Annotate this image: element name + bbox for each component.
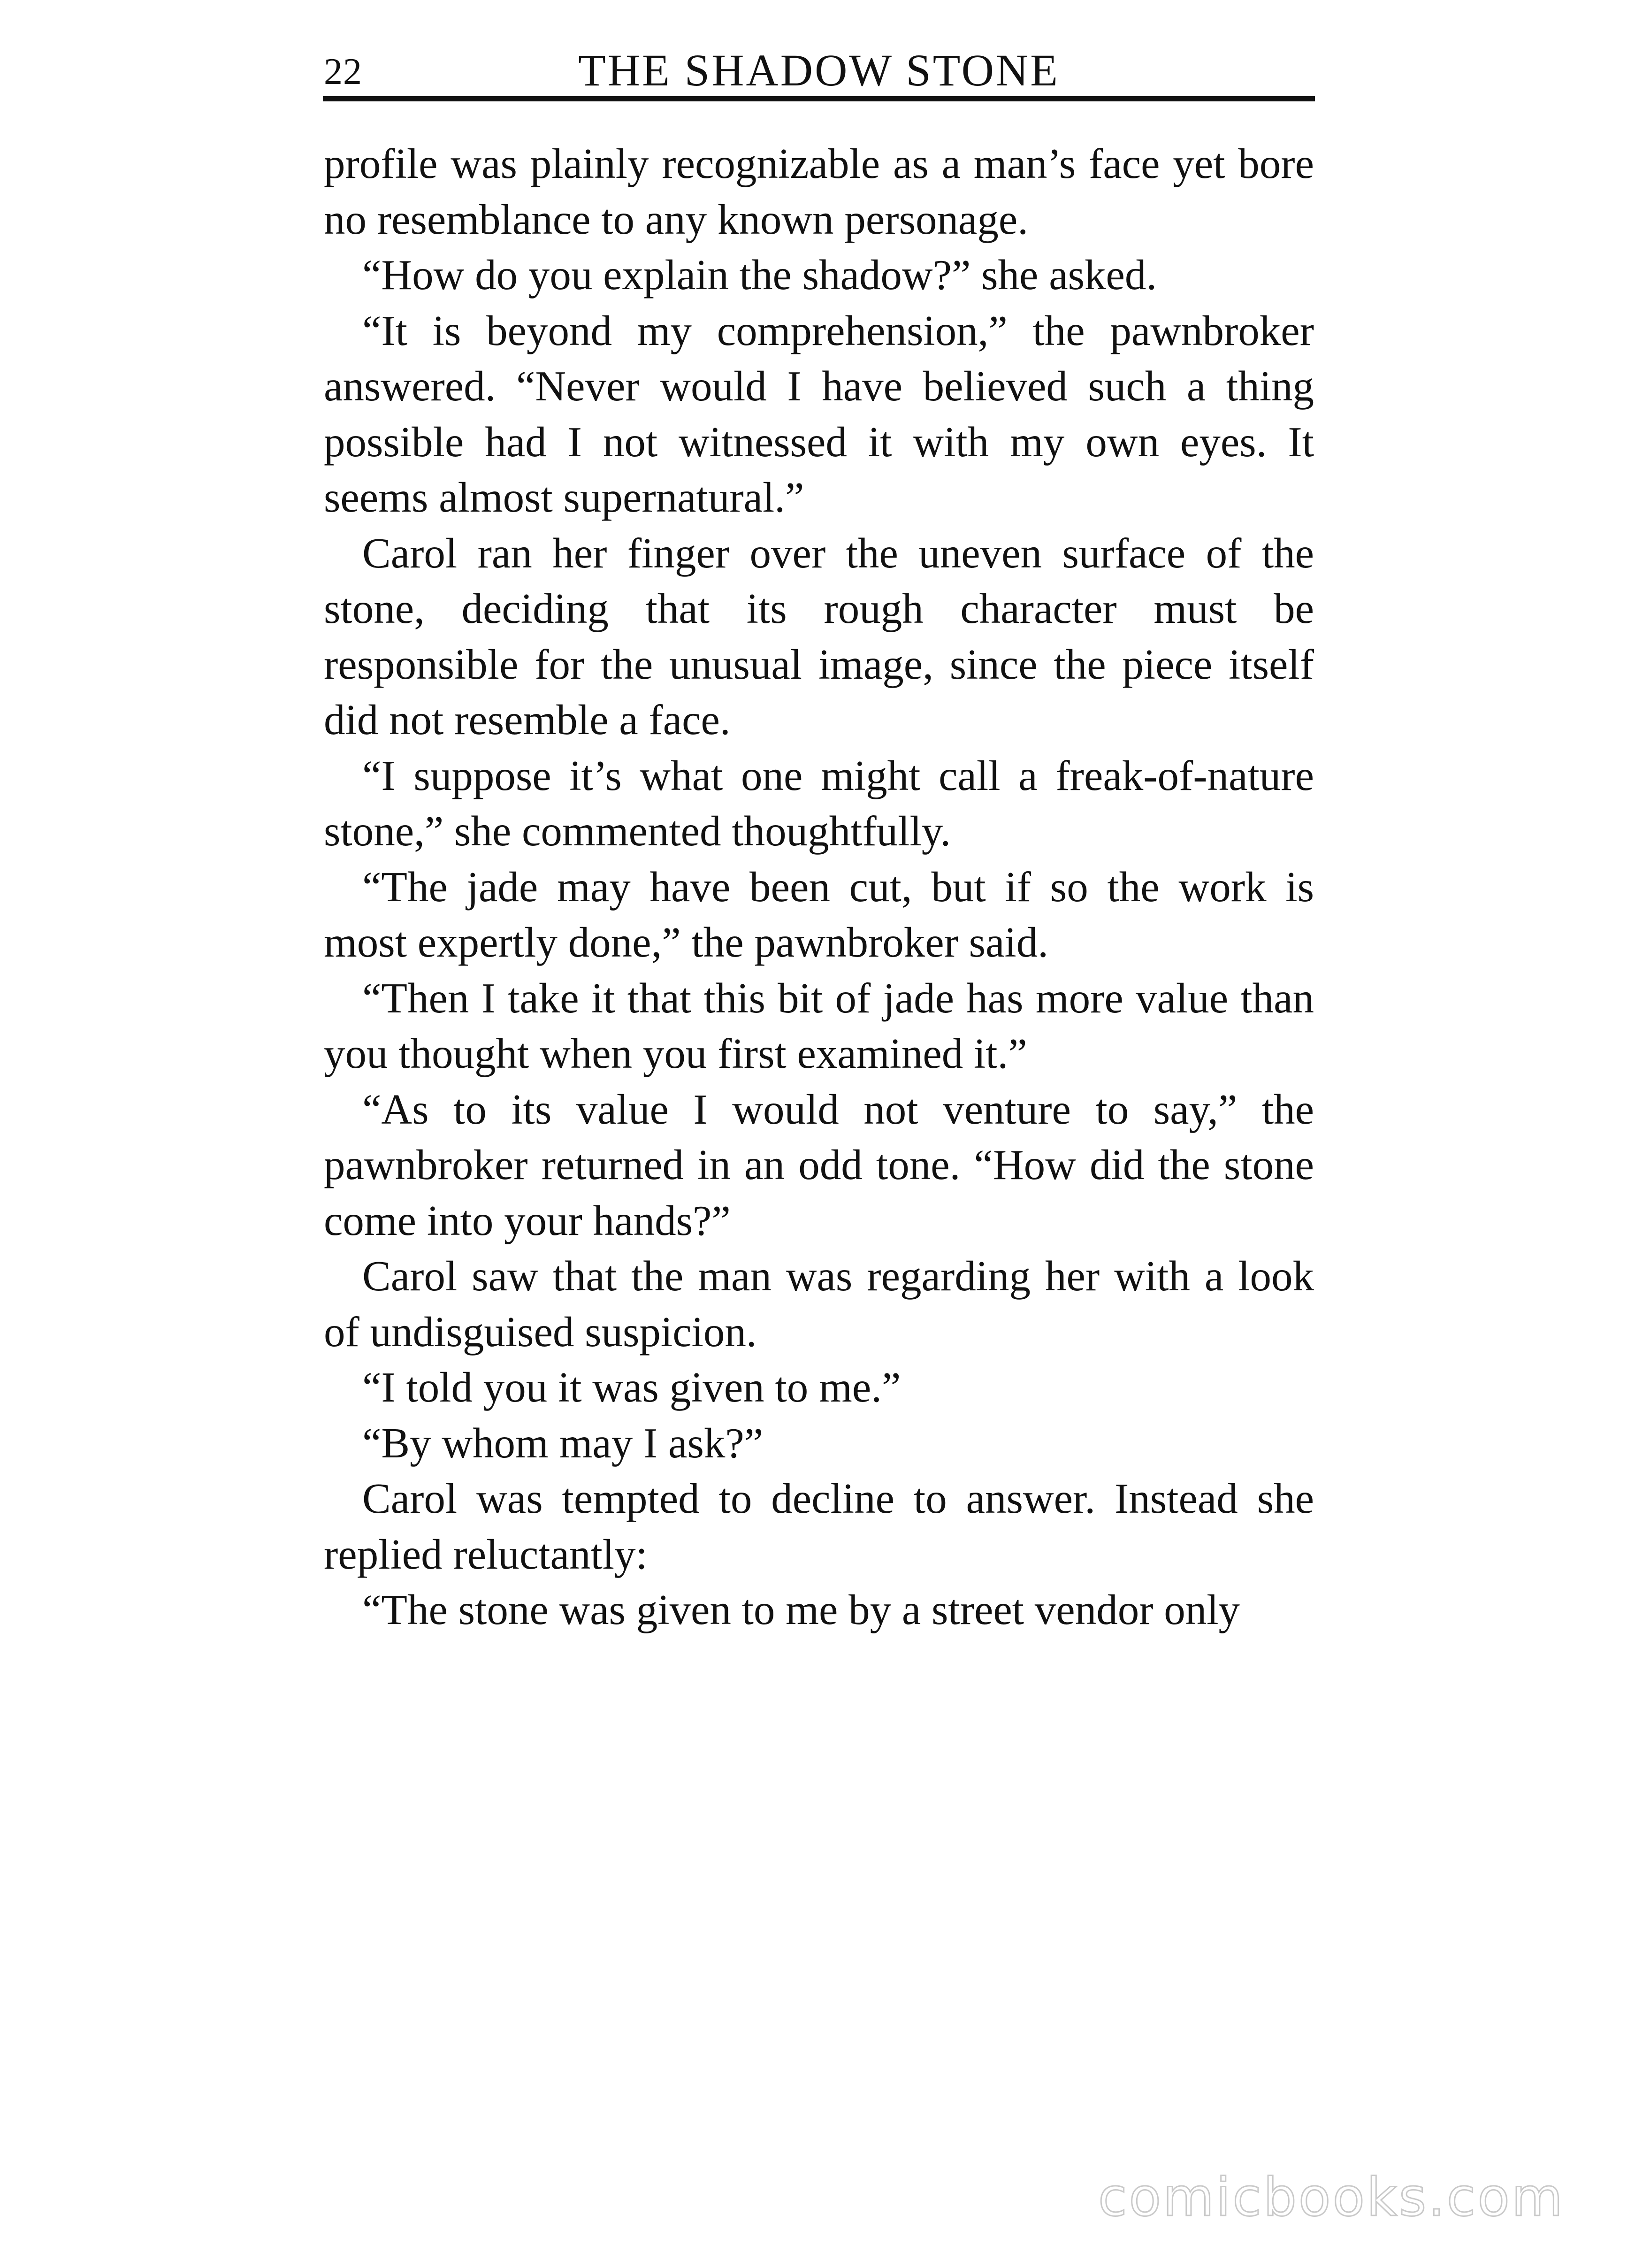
paragraph: “The stone was given to me by a street vendor only bbox=[362, 1586, 1240, 1633]
body-text bbox=[324, 136, 1314, 1638]
watermark: comicbooks.com bbox=[1098, 2167, 1565, 2228]
paragraph: “How do you explain the shadow?” she asked. bbox=[362, 251, 1157, 299]
paragraph: Carol ran her finger over the uneven surface of the stone, deciding that its rough character must be responsible for the unusual image, since the piece itself did not resemble a face. bbox=[324, 529, 1314, 743]
paragraph: profile was plainly recognizable as a man’s face yet bore no resemblance to any known personage. bbox=[324, 140, 1314, 243]
paragraph: “The jade may have been cut, but if so the work is most expertly done,” the pawnbroker said. bbox=[324, 863, 1314, 966]
header-rule bbox=[323, 96, 1315, 101]
paragraph: Carol was tempted to decline to answer. Instead she replied reluctantly: bbox=[324, 1475, 1314, 1578]
paragraph: “It is beyond my comprehension,” the pawnbroker answered. “Never would I have believed such a thing possible had I not witnessed it with my own eyes. It seems almost supernatural.” bbox=[324, 306, 1314, 521]
paragraph: “I told you it was given to me.” bbox=[362, 1364, 901, 1411]
page-number: 22 bbox=[324, 51, 362, 92]
paragraph: “As to its value I would not venture to say,” the pawnbroker returned in an odd tone. “How did the stone come into your hands?” bbox=[324, 1085, 1314, 1244]
paragraph: Carol saw that the man was regarding her with a look of undisguised suspicion. bbox=[324, 1252, 1314, 1356]
paragraph: “I suppose it’s what one might call a freak-of-nature stone,” she commented thoughtfully. bbox=[324, 751, 1314, 855]
page-header bbox=[324, 45, 1314, 101]
paragraph: “Then I take it that this bit of jade has more value than you thought when you first examined it.” bbox=[324, 974, 1314, 1077]
running-title: THE SHADOW STONE bbox=[578, 45, 1060, 95]
paragraph: “By whom may I ask?” bbox=[362, 1419, 764, 1467]
